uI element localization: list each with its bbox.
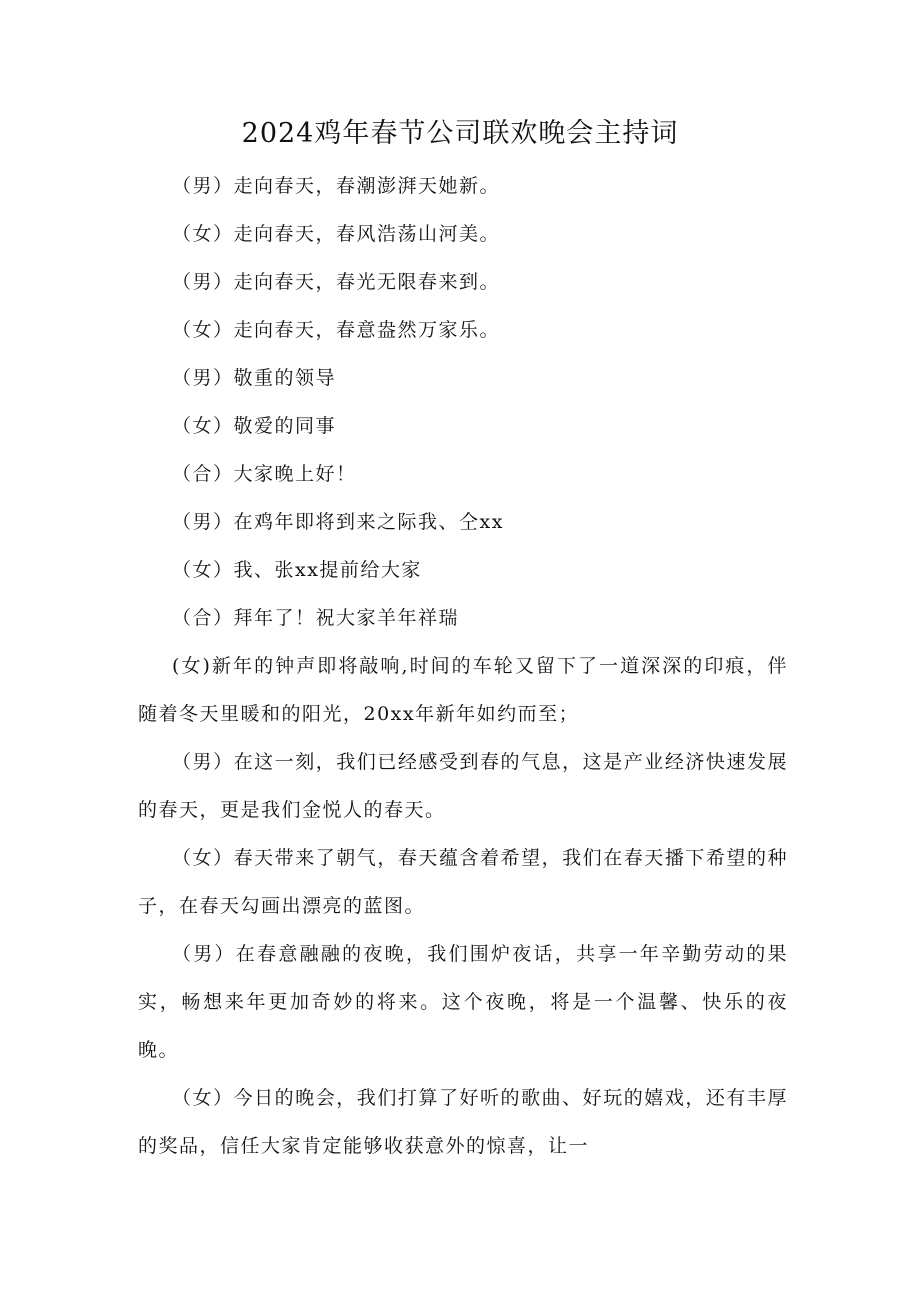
paragraph-4: （男）在春意融融的夜晚，我们围炉夜话，共享一年辛勤劳动的果实，畅想来年更加奇妙的将来。这个夜晚，将是一个温馨、快乐的夜晚。 [138, 943, 788, 1061]
dialogue-line-3: （男）走向春天，春光无限春来到。 [172, 271, 501, 293]
dialogue-line-7: （合）大家晚上好！ [172, 463, 357, 485]
dialogue-line-1: （男）走向春天，春潮澎湃天她新。 [172, 175, 501, 197]
document-title: 2024鸡年春节公司联欢晚会主持词 [241, 118, 679, 149]
dialogue-line-8: （男）在鸡年即将到来之际我、仝xx [172, 511, 504, 533]
paragraph-5: （女）今日的晚会，我们打算了好听的歌曲、好玩的嬉戏，还有丰厚的奖品，信任大家肯定能够收获意外的惊喜，让一 [138, 1087, 788, 1157]
dialogue-line-6: （女）敬爱的同事 [172, 415, 337, 437]
dialogue-line-4: （女）走向春天，春意盎然万家乐。 [172, 319, 501, 341]
dialogue-line-9: （女）我、张xx提前给大家 [172, 559, 422, 581]
paragraph-2: （男）在这一刻，我们已经感受到春的气息，这是产业经济快速发展的春天，更是我们金悦人的春天。 [138, 751, 788, 821]
paragraph-3: （女）春天带来了朝气，春天蕴含着希望，我们在春天播下希望的种子，在春天勾画出漂亮的蓝图。 [138, 847, 788, 917]
dialogue-line-10: （合）拜年了！祝大家羊年祥瑞 [172, 607, 460, 629]
dialogue-line-5: （男）敬重的领导 [172, 367, 337, 389]
dialogue-line-2: （女）走向春天，春风浩荡山河美。 [172, 223, 501, 245]
paragraph-1: (女)新年的钟声即将敲响,时间的车轮又留下了一道深深的印痕，伴随着冬天里暖和的阳光，20xx年新年如约而至； [138, 655, 788, 725]
